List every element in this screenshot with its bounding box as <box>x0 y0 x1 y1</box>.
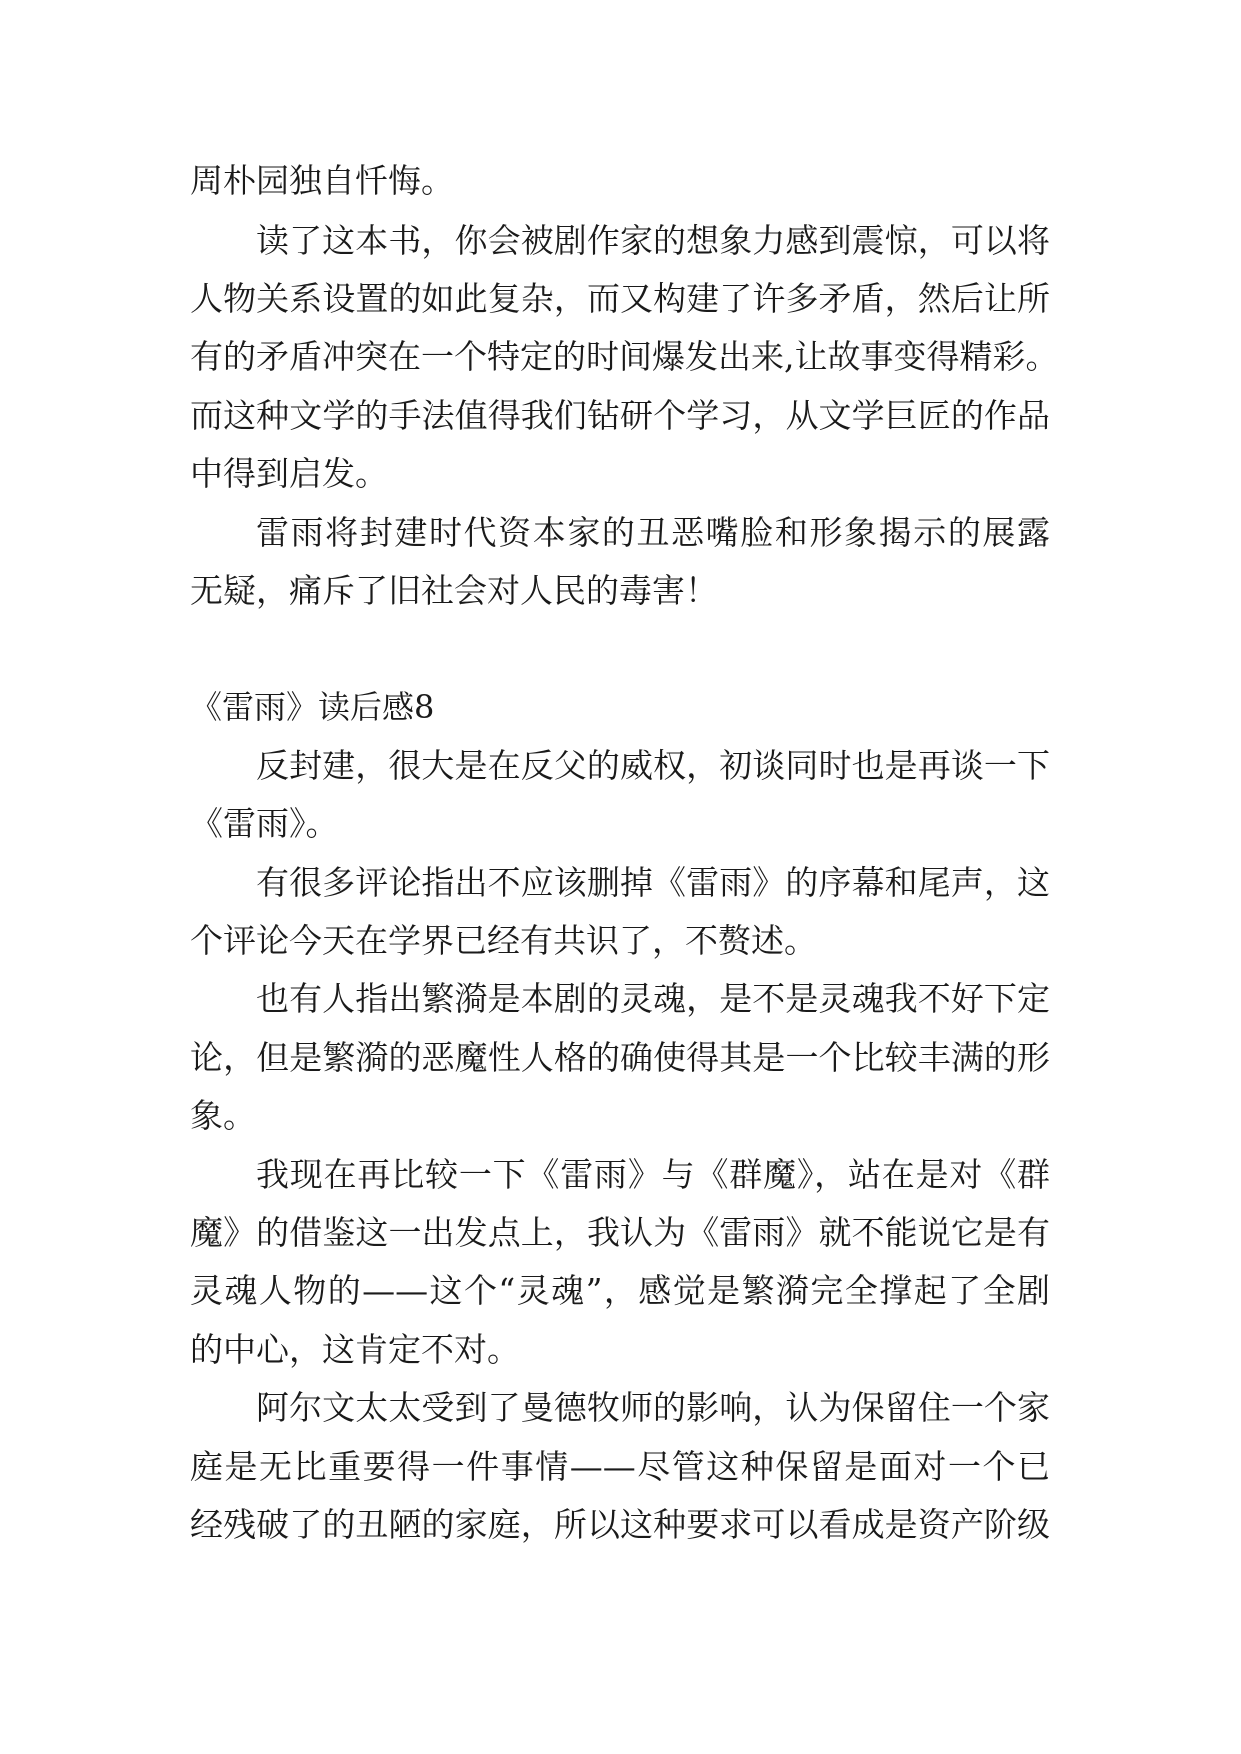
paragraph-line: 我现在再比较一下《雷雨》与《群魔》，站在是对《群 <box>256 1155 1050 1194</box>
paragraph-line: 有很多评论指出不应该删掉《雷雨》的序幕和尾声，这 <box>256 863 1050 902</box>
paragraph-line: 而这种文学的手法值得我们钻研个学习，从文学巨匠的作品 <box>190 396 1050 435</box>
paragraph-line: 雷雨将封建时代资本家的丑恶嘴脸和形象揭示的展露 <box>256 513 1050 552</box>
paragraph-line: 庭是无比重要得一件事情——尽管这种保留是面对一个已 <box>190 1447 1050 1486</box>
paragraph-line: 也有人指出繁漪是本剧的灵魂，是不是灵魂我不好下定 <box>256 979 1050 1018</box>
paragraph-line: 灵魂人物的——这个“灵魂”，感觉是繁漪完全撑起了全剧 <box>190 1271 1050 1310</box>
paragraph-line: 读了这本书，你会被剧作家的想象力感到震惊，可以将 <box>256 221 1050 260</box>
paragraph-line: 人物关系设置的如此复杂，而又构建了许多矛盾，然后让所 <box>190 279 1050 318</box>
paragraph-line: 《雷雨》。 <box>190 804 339 843</box>
paragraph-line: 象。 <box>190 1096 256 1135</box>
paragraph-line: 阿尔文太太受到了曼德牧师的影响，认为保留住一个家 <box>256 1388 1050 1427</box>
paragraph-line: 有的矛盾冲突在一个特定的时间爆发出来,让故事变得精彩。 <box>190 337 1059 376</box>
text-line: 周朴园独自忏悔。 <box>190 161 454 200</box>
paragraph-line: 魔》的借鉴这一出发点上，我认为《雷雨》就不能说它是有 <box>190 1213 1050 1252</box>
paragraph-line: 反封建，很大是在反父的威权，初谈同时也是再谈一下 <box>256 746 1050 785</box>
paragraph-line: 无疑，痛斥了旧社会对人民的毒害！ <box>190 571 718 610</box>
paragraph-line: 中得到启发。 <box>190 454 388 493</box>
paragraph-line: 论，但是繁漪的恶魔性人格的确使得其是一个比较丰满的形 <box>190 1038 1050 1077</box>
paragraph-line: 个评论今天在学界已经有共识了，不赘述。 <box>190 921 817 960</box>
paragraph-line: 的中心，这肯定不对。 <box>190 1330 520 1369</box>
section-heading: 《雷雨》读后感8 <box>190 688 435 726</box>
paragraph-line: 经残破了的丑陋的家庭，所以这种要求可以看成是资产阶级 <box>190 1505 1050 1544</box>
